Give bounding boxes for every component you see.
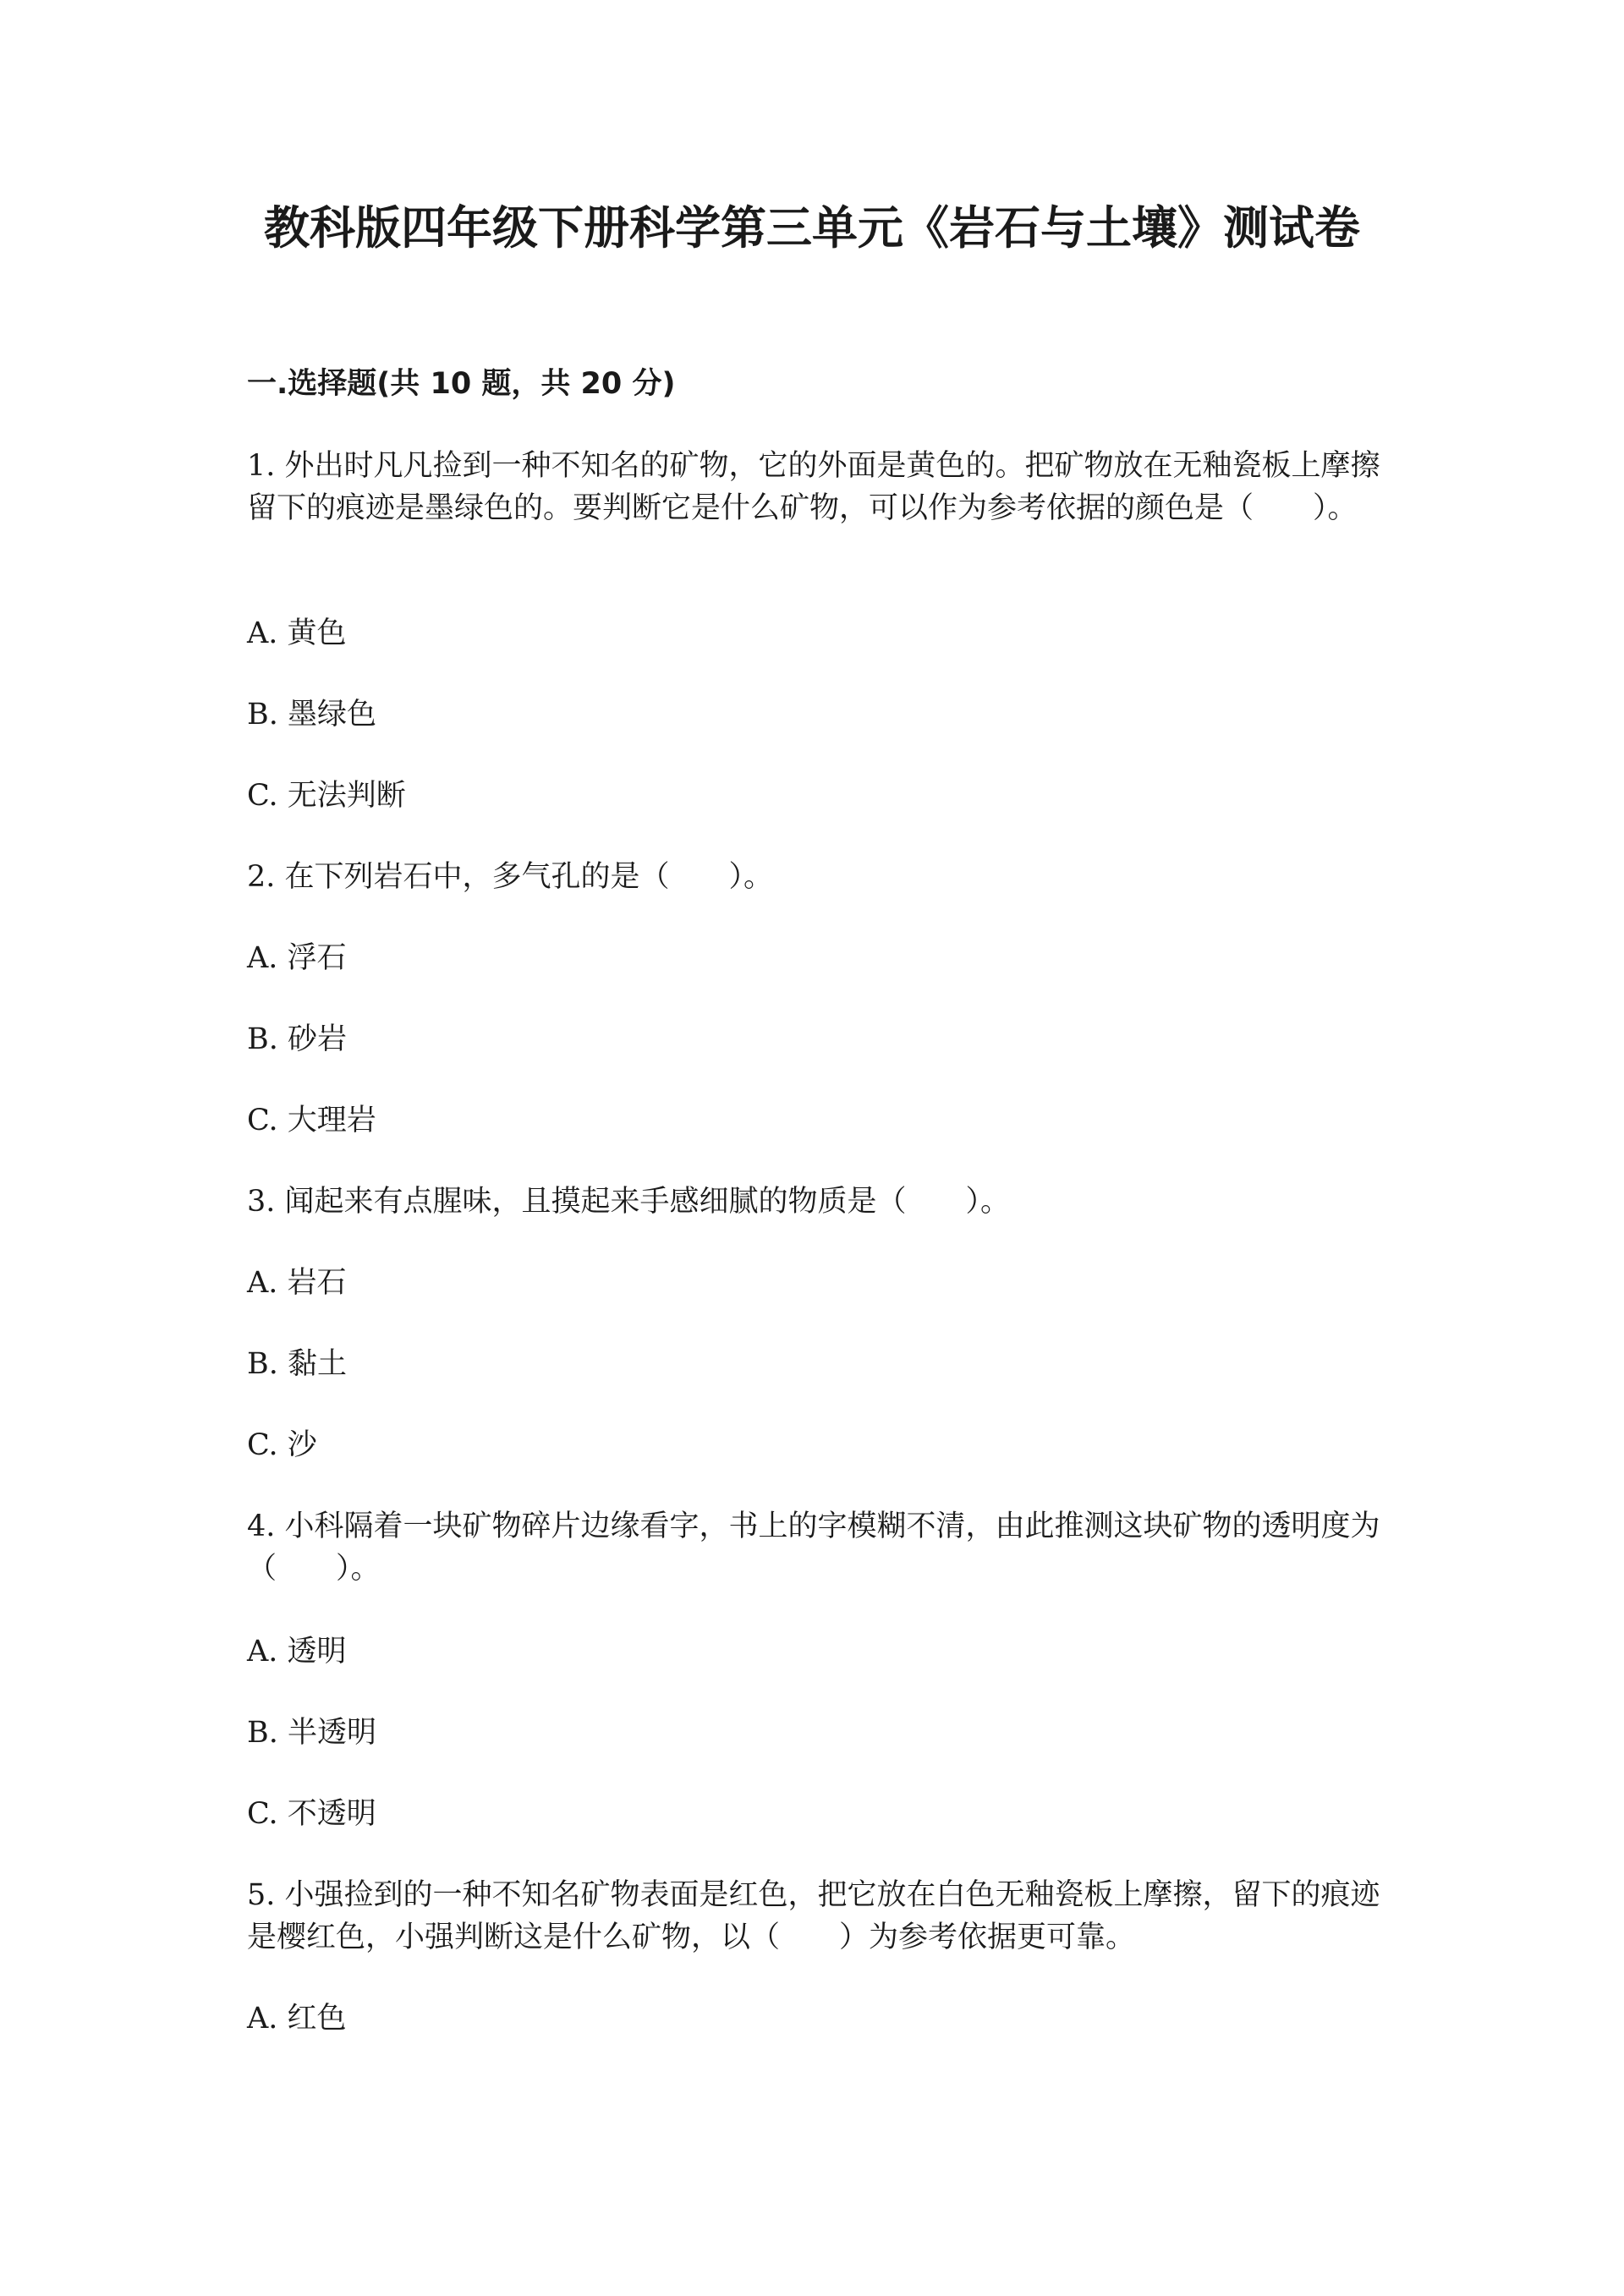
question-5-option-a: A. 红色 <box>247 2002 347 2036</box>
question-2-option-b: B. 砂岩 <box>247 1022 347 1056</box>
question-5-text: 5. 小强捡到的一种不知名矿物表面是红色，把它放在白色无釉瓷板上摩擦，留下的痕迹是樱红色，小强判断这是什么矿物，以（ ）为参考依据更可靠。 <box>247 1878 1380 1954</box>
question-4-option-b: B. 半透明 <box>247 1716 376 1750</box>
question-3-option-c: C. 沙 <box>247 1428 317 1462</box>
question-3-text: 3. 闻起来有点腥味，且摸起来手感细腻的物质是（ ）。 <box>247 1185 1011 1219</box>
question-3-option-b: B. 黏土 <box>247 1347 347 1381</box>
document-title: 教科版四年级下册科学第三单元《岩石与土壤》测试卷 <box>264 201 1360 255</box>
question-4-option-c: C. 不透明 <box>247 1797 376 1831</box>
question-1-option-a: A. 黄色 <box>247 616 347 650</box>
question-2-text: 2. 在下列岩石中，多气孔的是（ ）。 <box>247 860 774 894</box>
question-1-text: 1. 外出时凡凡捡到一种不知名的矿物，它的外面是黄色的。把矿物放在无釉瓷板上摩擦留下的痕迹是墨绿色的。要判断它是什么矿物，可以作为参考依据的颜色是（ ）。 <box>247 449 1380 525</box>
question-1-option-b: B. 墨绿色 <box>247 698 376 732</box>
question-3-option-a: A. 岩石 <box>247 1266 347 1300</box>
question-4-text: 4. 小科隔着一块矿物碎片边缘看字，书上的字模糊不清，由此推测这块矿物的透明度为（ ）。 <box>247 1510 1380 1586</box>
section-heading: 一.选择题(共 10 题，共 20 分) <box>247 367 676 401</box>
question-4-option-a: A. 透明 <box>247 1635 347 1669</box>
question-2-option-a: A. 浮石 <box>247 941 347 975</box>
question-2-option-c: C. 大理岩 <box>247 1104 376 1137</box>
question-1-option-c: C. 无法判断 <box>247 779 406 813</box>
